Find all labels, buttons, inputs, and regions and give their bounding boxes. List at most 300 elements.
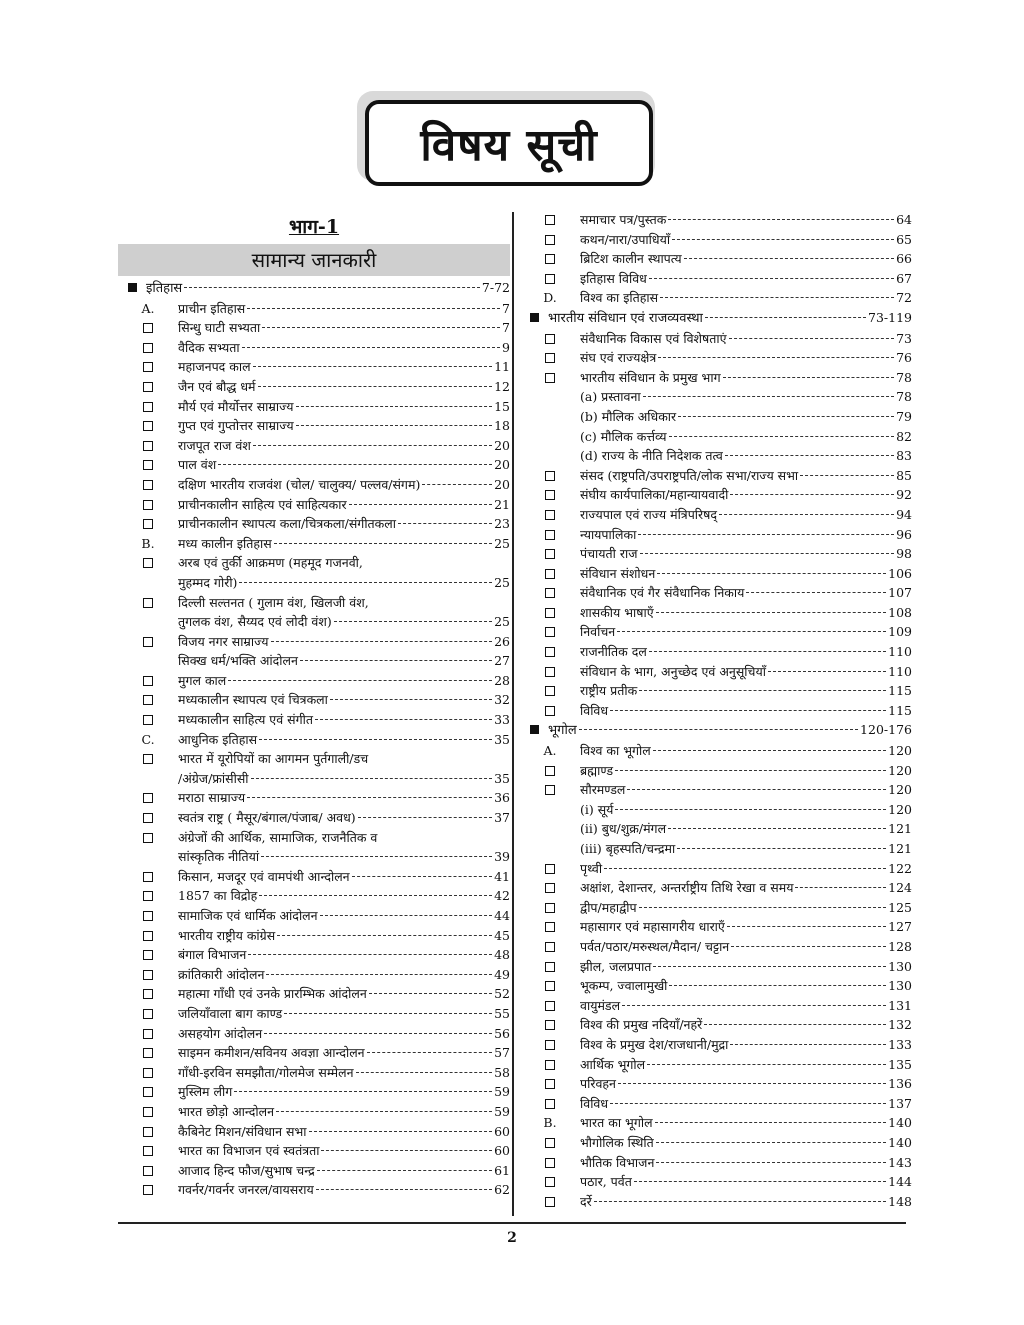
toc-page-number: 78 <box>896 369 912 385</box>
checkbox-bullet-icon <box>545 766 555 776</box>
toc-row <box>520 269 912 289</box>
checkbox-bullet-icon <box>143 715 153 725</box>
toc-label: वैदिक सभ्यता <box>178 339 240 355</box>
row-marker <box>520 230 580 245</box>
row-marker <box>520 937 580 952</box>
row-marker <box>520 368 580 383</box>
checkbox-bullet-icon <box>545 1079 555 1089</box>
row-marker <box>520 780 580 795</box>
row-marker <box>118 475 178 490</box>
row-content <box>178 926 510 946</box>
toc-page-number: 48 <box>494 947 510 963</box>
row-marker <box>118 867 178 882</box>
toc-row <box>520 446 912 466</box>
row-marker <box>118 534 178 554</box>
row-content <box>580 780 912 800</box>
toc-page-number: 82 <box>896 428 912 444</box>
row-marker <box>118 632 178 647</box>
row-content <box>580 427 912 447</box>
toc-page-number: 107 <box>888 585 912 601</box>
dot-leader <box>242 347 500 348</box>
toc-page-number: 109 <box>888 624 912 640</box>
toc-row <box>520 957 912 977</box>
row-content <box>146 278 510 299</box>
checkbox-bullet-icon <box>545 471 555 481</box>
toc-label: परिवहन <box>580 1076 616 1092</box>
dot-leader <box>768 671 886 672</box>
dot-leader <box>247 797 492 798</box>
checkbox-bullet-icon <box>545 1060 555 1070</box>
toc-row <box>520 878 912 898</box>
toc-label: (d) राज्य के नीति निदेशक तत्व <box>580 448 723 464</box>
toc-page-number: 127 <box>888 919 912 935</box>
row-content <box>178 436 510 456</box>
toc-label: विजय नगर साम्राज्य <box>178 633 269 649</box>
toc-row <box>118 612 510 632</box>
checkbox-bullet-icon <box>143 1146 153 1156</box>
toc-label: पठार, पर्वत <box>580 1174 632 1190</box>
toc-page-number: 25 <box>494 574 510 590</box>
dot-leader <box>656 1162 886 1163</box>
toc-row <box>520 505 912 525</box>
row-content <box>178 318 510 338</box>
toc-row <box>118 377 510 397</box>
toc-row <box>520 898 912 918</box>
row-content <box>178 749 510 769</box>
toc-row <box>118 906 510 926</box>
row-content <box>178 886 510 906</box>
toc-page-number: 35 <box>494 731 510 747</box>
toc-label: महासागर एवं महासागरीय धाराएँ <box>580 919 725 935</box>
toc-row <box>118 278 510 299</box>
toc-page-number: 18 <box>494 418 510 434</box>
dot-leader <box>262 327 500 328</box>
part-title: भाग-1 <box>288 216 340 238</box>
row-content <box>580 269 912 289</box>
section-bullet-icon <box>530 725 539 734</box>
toc-page-number: 115 <box>888 683 912 699</box>
row-content <box>580 368 912 388</box>
dot-leader <box>723 377 894 378</box>
toc-label: भौतिक विभाजन <box>580 1154 655 1170</box>
toc-row <box>520 368 912 388</box>
dot-leader <box>653 966 886 967</box>
row-content <box>178 1122 510 1142</box>
row-content <box>580 525 912 545</box>
toc-label: राजनीतिक दल <box>580 644 647 660</box>
toc-page-number: 25 <box>494 614 510 630</box>
dot-leader <box>352 876 492 877</box>
row-content <box>580 505 912 525</box>
row-content <box>178 455 510 475</box>
toc-row <box>118 730 510 750</box>
dot-leader <box>618 1083 886 1084</box>
row-content <box>580 1192 912 1212</box>
toc-row <box>118 788 510 808</box>
row-marker <box>118 1024 178 1039</box>
checkbox-bullet-icon <box>143 558 153 568</box>
toc-page-number: 23 <box>494 516 510 532</box>
toc-page-number: 27 <box>494 653 510 669</box>
toc-label: इतिहास <box>146 281 183 296</box>
row-content <box>580 603 912 623</box>
toc-row <box>118 710 510 730</box>
toc-label: पर्वत/पठार/मरुस्थल/मैदान/ चट्टान <box>580 938 730 954</box>
checkbox-bullet-icon <box>143 891 153 901</box>
checkbox-bullet-icon <box>545 706 555 716</box>
dot-leader <box>649 651 886 652</box>
toc-page-number: 73 <box>896 330 912 346</box>
checkbox-bullet-icon <box>545 962 555 972</box>
row-marker <box>520 544 580 559</box>
row-content <box>580 1113 912 1133</box>
dot-leader <box>356 1072 493 1073</box>
toc-row <box>520 780 912 800</box>
row-marker <box>520 642 580 657</box>
row-marker <box>520 761 580 776</box>
dot-leader <box>730 494 894 495</box>
dot-leader <box>731 946 886 947</box>
toc-row <box>520 622 912 642</box>
checkbox-bullet-icon <box>545 667 555 677</box>
row-letter: A. <box>543 743 557 759</box>
toc-label: सांस्कृतिक नीतियां <box>178 849 260 865</box>
row-content <box>178 1141 510 1161</box>
row-content <box>178 788 510 808</box>
dot-leader <box>647 1064 886 1065</box>
checkbox-bullet-icon <box>545 1177 555 1187</box>
toc-row <box>520 937 912 957</box>
toc-label: महात्मा गाँधी एवं उनके प्रारम्भिक आंदोलन <box>178 986 367 1002</box>
toc-page-number: 67 <box>896 270 912 286</box>
checkbox-bullet-icon <box>143 911 153 921</box>
row-marker <box>118 1102 178 1117</box>
row-letter: A. <box>141 300 155 316</box>
row-marker <box>520 210 580 225</box>
dot-leader <box>247 308 500 309</box>
row-marker <box>520 288 580 308</box>
dot-leader <box>640 553 895 554</box>
row-content <box>178 906 510 926</box>
toc-row <box>520 308 912 329</box>
dot-leader <box>274 543 492 544</box>
row-marker <box>520 1094 580 1109</box>
checkbox-bullet-icon <box>143 382 153 392</box>
toc-row <box>118 357 510 377</box>
toc-row <box>520 387 912 407</box>
row-marker <box>118 278 146 292</box>
dot-leader <box>253 445 492 446</box>
toc-label: राज्यपाल एवं राज्य मंत्रिपरिषद् <box>580 506 718 522</box>
row-content <box>178 534 510 554</box>
dot-leader <box>610 1103 886 1104</box>
toc-label: आर्थिक भूगोल <box>580 1056 646 1072</box>
checkbox-bullet-icon <box>545 274 555 284</box>
row-marker <box>118 808 178 823</box>
toc-label: भारत में यूरोपियों का आगमन पुर्तगाली/डच <box>178 751 369 767</box>
row-content <box>580 1015 912 1035</box>
toc-row <box>520 564 912 584</box>
row-content <box>580 1094 912 1114</box>
checkbox-bullet-icon <box>545 1040 555 1050</box>
dot-leader <box>627 789 886 790</box>
row-content <box>580 878 912 898</box>
row-marker <box>520 1192 580 1207</box>
checkbox-bullet-icon <box>545 569 555 579</box>
row-content <box>580 288 912 308</box>
checkbox-bullet-icon <box>545 235 555 245</box>
dot-leader <box>264 1033 492 1034</box>
toc-label: भारतीय संविधान के प्रमुख भाग <box>580 369 721 385</box>
toc-label: भौगोलिक स्थिति <box>580 1134 654 1150</box>
row-content <box>580 1074 912 1094</box>
row-marker <box>118 357 178 372</box>
row-marker <box>118 1004 178 1019</box>
checkbox-bullet-icon <box>143 500 153 510</box>
row-marker <box>118 553 178 568</box>
row-marker <box>520 564 580 579</box>
toc-label: विश्व के प्रमुख देश/राजधानी/मुद्रा <box>580 1036 729 1052</box>
toc-label: (a) प्रस्तावना <box>580 389 641 405</box>
row-marker <box>118 690 178 705</box>
toc-label: बंगाल विभाजन <box>178 947 247 963</box>
toc-label: भारतीय राष्ट्रीय कांग्रेस <box>178 927 276 943</box>
toc-label: (ii) बुध/शुक्र/मंगल <box>580 821 667 837</box>
toc-label: क्रांतिकारी आंदोलन <box>178 966 265 982</box>
dot-leader <box>610 710 886 711</box>
toc-page-number: 110 <box>888 644 912 660</box>
toc-page-number: 42 <box>494 888 510 904</box>
toc-label: द्वीप/महाद्वीप <box>580 899 637 915</box>
row-content <box>178 1082 510 1102</box>
toc-page-number: 61 <box>494 1162 510 1178</box>
dot-leader <box>296 425 492 426</box>
row-marker <box>118 749 178 764</box>
dot-leader <box>656 612 886 613</box>
checkbox-bullet-icon <box>143 402 153 412</box>
toc-row <box>118 299 510 319</box>
toc-row <box>118 886 510 906</box>
toc-row <box>520 839 912 859</box>
toc-row <box>520 1015 912 1035</box>
toc-label: दर्रे <box>580 1193 592 1209</box>
checkbox-bullet-icon <box>545 510 555 520</box>
row-marker <box>520 976 580 991</box>
toc-page-number: 44 <box>494 908 510 923</box>
toc-label: इतिहास विविध <box>580 270 647 286</box>
toc-row <box>520 230 912 250</box>
checkbox-bullet-icon <box>545 922 555 932</box>
toc-row <box>520 288 912 308</box>
toc-label: 1857 का विद्रोह <box>178 888 258 904</box>
toc-page-number: 60 <box>494 1123 510 1139</box>
checkbox-bullet-icon <box>545 785 555 795</box>
row-marker <box>520 1015 580 1030</box>
toc-page-number: 28 <box>494 672 510 688</box>
toc-label: जलियाँवाला बाग काण्ड <box>178 1005 283 1021</box>
row-marker <box>118 1161 178 1176</box>
toc-row <box>118 808 510 828</box>
dot-leader <box>300 660 492 661</box>
toc-row <box>118 671 510 691</box>
toc-page-number: 7-72 <box>481 280 510 295</box>
toc-label: संविधान संशोधन <box>580 565 656 581</box>
toc-label: विश्व का भूगोल <box>580 743 651 759</box>
row-marker <box>118 730 178 750</box>
dot-leader <box>634 1181 886 1182</box>
bottom-rule <box>118 1222 906 1224</box>
toc-label: गवर्नर/गवर्नर जनरल/वायसराय <box>178 1182 314 1198</box>
toc-row <box>118 690 510 710</box>
toc-row <box>118 436 510 456</box>
dot-leader <box>660 297 894 298</box>
row-marker <box>118 965 178 980</box>
toc-row <box>118 867 510 887</box>
checkbox-bullet-icon <box>545 1197 555 1207</box>
toc-row <box>118 1141 510 1161</box>
toc-row <box>520 741 912 761</box>
row-marker <box>520 681 580 696</box>
row-marker <box>520 1133 580 1148</box>
toc-label: मौर्य एवं मौर्योत्तर साम्राज्य <box>178 398 294 414</box>
toc-label: संसद (राष्ट्रपति/उपराष्ट्रपति/लोक सभा/राज्य सभा <box>580 467 799 483</box>
toc-row <box>520 427 912 447</box>
toc-page-number: 37 <box>494 810 510 826</box>
dot-leader <box>615 770 886 771</box>
checkbox-bullet-icon <box>143 1009 153 1019</box>
dot-leader <box>239 582 492 583</box>
row-marker <box>118 926 178 941</box>
toc-page-number: 120 <box>888 782 912 798</box>
toc-row <box>520 642 912 662</box>
row-content <box>178 1180 510 1200</box>
row-marker <box>520 741 580 761</box>
toc-page-number: 62 <box>494 1182 510 1198</box>
checkbox-bullet-icon <box>545 353 555 363</box>
row-content <box>580 230 912 250</box>
row-marker <box>118 436 178 451</box>
toc-row <box>118 984 510 1004</box>
checkbox-bullet-icon <box>143 695 153 705</box>
row-marker <box>520 622 580 637</box>
checkbox-bullet-icon <box>143 1087 153 1097</box>
row-marker <box>118 377 178 392</box>
dot-leader <box>655 1122 887 1123</box>
toc-page-number: 143 <box>888 1154 912 1170</box>
row-content <box>580 642 912 662</box>
toc-row <box>118 769 510 789</box>
row-content <box>178 299 510 319</box>
toc-page-number: 110 <box>888 663 912 679</box>
row-marker <box>520 957 580 972</box>
toc-page-number: 65 <box>896 231 912 247</box>
checkbox-bullet-icon <box>545 549 555 559</box>
dot-leader <box>218 464 492 465</box>
row-marker <box>520 583 580 598</box>
row-content <box>580 1055 912 1075</box>
checkbox-bullet-icon <box>143 637 153 647</box>
toc-label: झील, जलप्रपात <box>580 958 652 974</box>
row-marker <box>118 318 178 333</box>
toc-page-number: 55 <box>494 1005 510 1021</box>
row-content <box>178 808 510 828</box>
dot-leader <box>349 504 493 505</box>
checkbox-bullet-icon <box>143 1185 153 1195</box>
dot-leader <box>277 935 492 936</box>
row-content <box>178 828 510 848</box>
toc-row <box>118 749 510 769</box>
row-marker <box>118 1063 178 1078</box>
row-marker <box>520 485 580 500</box>
toc-page-number: 58 <box>494 1064 510 1080</box>
row-content <box>580 976 912 996</box>
row-content <box>580 1133 912 1153</box>
row-content <box>580 387 912 407</box>
toc-page-number: 133 <box>888 1036 912 1052</box>
row-content <box>178 593 510 613</box>
dot-leader <box>668 219 894 220</box>
row-content <box>580 210 912 230</box>
checkbox-bullet-icon <box>143 1166 153 1176</box>
dot-leader <box>746 592 886 593</box>
dot-leader <box>678 416 894 417</box>
row-content <box>178 769 510 789</box>
checkbox-bullet-icon <box>545 530 555 540</box>
toc-row <box>118 828 510 848</box>
dot-leader <box>684 258 894 259</box>
row-marker <box>520 720 548 734</box>
row-content <box>580 957 912 977</box>
row-content <box>178 690 510 710</box>
row-marker <box>520 348 580 363</box>
toc-page-number: 12 <box>494 378 510 394</box>
toc-label: मध्यकालीन साहित्य एवं संगीत <box>178 712 313 728</box>
row-content <box>178 416 510 436</box>
toc-page-number: 137 <box>888 1095 912 1111</box>
checkbox-bullet-icon <box>143 754 153 764</box>
dot-leader <box>800 475 894 476</box>
toc-label: स्वतंत्र राष्ट्र ( मैसूर/बंगाल/पंजाब/ अवध) <box>178 810 356 826</box>
dot-leader <box>669 985 886 986</box>
row-marker <box>118 886 178 901</box>
toc-label: मराठा साम्राज्य <box>178 790 246 806</box>
dot-leader <box>725 455 894 456</box>
row-content <box>580 741 912 761</box>
toc-page-number: 25 <box>494 535 510 551</box>
toc-row <box>520 407 912 427</box>
toc-label: ब्रह्माण्ड <box>580 762 614 778</box>
checkbox-bullet-icon <box>545 883 555 893</box>
row-marker <box>118 397 178 412</box>
row-content <box>178 1043 510 1063</box>
toc-label: मुहम्मद गोरी) <box>178 574 238 590</box>
row-content <box>178 847 510 867</box>
toc-row <box>520 976 912 996</box>
row-content <box>580 681 912 701</box>
checkbox-bullet-icon <box>143 872 153 882</box>
toc-page-number: 128 <box>888 938 912 954</box>
row-content <box>580 761 912 781</box>
section-bullet-icon <box>128 283 137 292</box>
row-letter: B. <box>141 535 155 551</box>
toc-row <box>520 485 912 505</box>
dot-leader <box>266 974 492 975</box>
toc-page-number: 98 <box>896 546 912 562</box>
row-content <box>580 839 912 859</box>
checkbox-bullet-icon <box>143 793 153 803</box>
toc-row <box>520 1074 912 1094</box>
toc-page-number: 9 <box>502 339 510 355</box>
